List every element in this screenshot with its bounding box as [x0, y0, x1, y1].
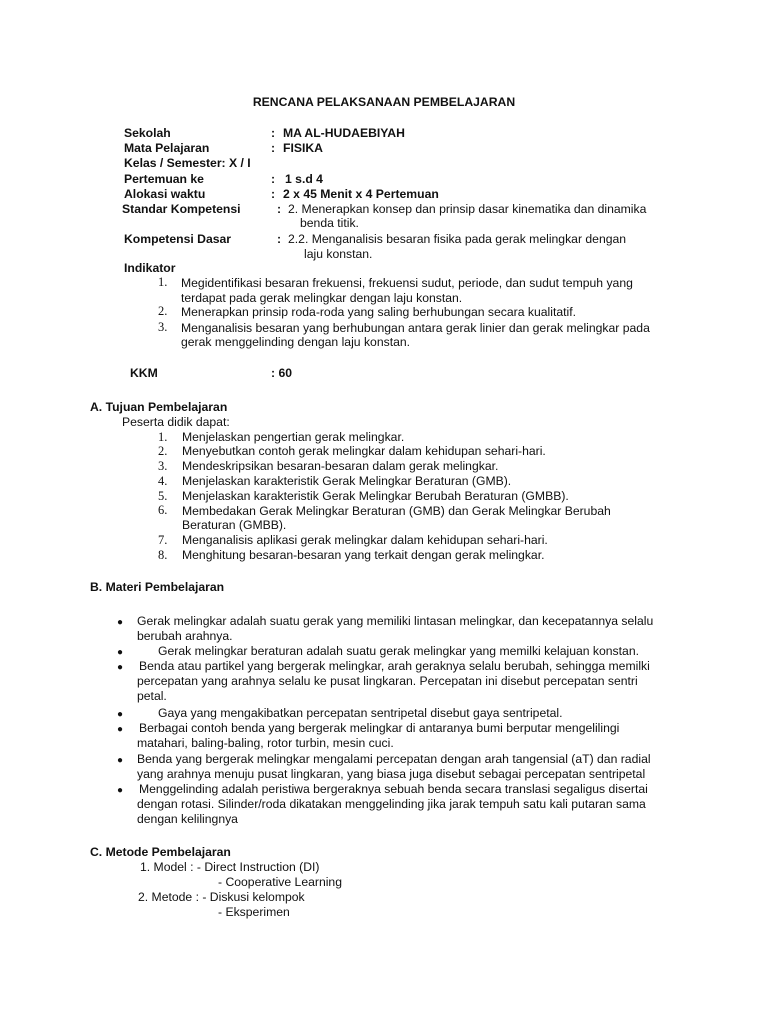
materi-text: Gaya yang mengakibatkan percepatan sentripetal disebut gaya sentripetal.	[158, 706, 563, 720]
tujuan-text: Mendeskripsikan besaran-besaran dalam gerak melingkar.	[182, 459, 499, 473]
kelas-semester: Kelas / Semester: X / I	[124, 156, 251, 170]
mapel-label: Mata Pelajaran	[124, 141, 210, 155]
pertemuan-colon: :	[271, 172, 276, 186]
metode-line: 2. Metode : - Diskusi kelompok	[138, 890, 305, 904]
bullet-icon: ●	[117, 647, 124, 658]
metode-heading: C. Metode Pembelajaran	[90, 845, 231, 859]
indikator-text: gerak menggelinding dengan laju konstan.	[181, 335, 411, 349]
kd-colon: :	[277, 232, 282, 246]
tujuan-intro: Peserta didik dapat:	[122, 415, 230, 429]
bullet-icon: ●	[117, 755, 124, 766]
tujuan-num: 4.	[158, 474, 168, 488]
metode-line: - Cooperative Learning	[218, 875, 342, 889]
tujuan-num: 2.	[158, 444, 168, 458]
materi-text: percepatan yang arahnya selalu ke pusat lingkaran. Percepatan ini disebut percepatan sentri	[137, 674, 638, 688]
bullet-icon: ●	[117, 617, 124, 628]
materi-text: Gerak melingkar beraturan adalah suatu gerak melingkar yang memilki kelajuan konstan.	[158, 644, 639, 658]
alokasi-colon: :	[271, 187, 276, 201]
materi-text: Menggelinding adalah peristiwa bergeraknya sebuah benda secara translasi segaligus disertai	[139, 782, 648, 796]
materi-text: berubah arahnya.	[137, 629, 233, 643]
tujuan-num: 7.	[158, 533, 168, 547]
tujuan-text: Beraturan (GMBB).	[182, 518, 287, 532]
materi-heading: B. Materi Pembelajaran	[90, 580, 225, 594]
sk-value-line-1: 2. Menerapkan konsep dan prinsip dasar kinematika dan dinamika	[288, 202, 647, 216]
materi-text: Benda atau partikel yang bergerak melingkar, arah geraknya selalu berubah, sehingga memilki	[139, 659, 650, 673]
sekolah-label: Sekolah	[124, 126, 171, 140]
materi-text: dengan rotasi. Silinder/roda dikatakan menggelinding jika jarak tempuh satu kali putaran sama	[137, 797, 646, 811]
alokasi-label: Alokasi waktu	[124, 187, 206, 201]
bullet-icon: ●	[117, 785, 124, 796]
sekolah-colon: :	[271, 126, 276, 140]
indikator-num: 1.	[158, 275, 168, 289]
alokasi-value: 2 x 45 Menit x 4 Pertemuan	[283, 187, 439, 201]
materi-text: Benda yang bergerak melingkar mengalami percepatan dengan arah tangensial (aT) dan radial	[137, 752, 651, 766]
indikator-text: Megidentifikasi besaran frekuensi, frekuensi sudut, periode, dan sudut tempuh yang	[181, 276, 633, 290]
indikator-text: terdapat pada gerak melingkar dengan laju konstan.	[181, 291, 463, 305]
mapel-value: FISIKA	[283, 141, 323, 155]
kd-value-line-1: 2.2. Menganalisis besaran fisika pada gerak melingkar dengan	[288, 232, 627, 246]
tujuan-num: 1.	[158, 430, 168, 444]
sk-label: Standar Kompetensi	[122, 202, 241, 216]
pertemuan-label: Pertemuan ke	[124, 172, 204, 186]
sekolah-value: MA AL-HUDAEBIYAH	[283, 126, 405, 140]
document-title: RENCANA PELAKSANAAN PEMBELAJARAN	[252, 95, 516, 109]
materi-text: petal.	[137, 689, 167, 703]
materi-text: Gerak melingkar adalah suatu gerak yang memiliki lintasan melingkar, dan kecepatannya selalu	[137, 614, 654, 628]
indikator-num: 2.	[158, 304, 168, 318]
materi-text: Berbagai contoh benda yang bergerak melingkar di antaranya bumi berputar mengelilingi	[139, 721, 620, 735]
kd-label: Kompetensi Dasar	[124, 232, 232, 246]
kkm-value: : 60	[271, 366, 293, 380]
tujuan-num: 5.	[158, 489, 168, 503]
materi-text: yang arahnya menuju pusat lingkaran, yang biasa juga disebut sebagai percepatan sentripetal	[137, 767, 646, 781]
metode-line: - Eksperimen	[218, 905, 290, 919]
tujuan-text: Menyebutkan contoh gerak melingkar dalam kehidupan sehari-hari.	[182, 444, 546, 458]
tujuan-num: 3.	[158, 459, 168, 473]
bullet-icon: ●	[117, 662, 124, 673]
pertemuan-value: 1 s.d 4	[285, 172, 323, 186]
mapel-colon: :	[271, 141, 276, 155]
tujuan-heading: A. Tujuan Pembelajaran	[90, 400, 228, 414]
sk-colon: :	[277, 202, 282, 216]
tujuan-text: Membedakan Gerak Melingkar Beraturan (GMB) dan Gerak Melingkar Berubah	[182, 504, 611, 518]
tujuan-text: Menjelaskan karakteristik Gerak Melingkar Berubah Beraturan (GMBB).	[182, 489, 569, 503]
indikator-heading: Indikator	[124, 261, 176, 275]
materi-text: matahari, baling-baling, rotor turbin, mesin cuci.	[137, 736, 394, 750]
sk-value-line-2: benda titik.	[300, 216, 359, 230]
indikator-text: Menganalisis besaran yang berhubungan antara gerak linier dan gerak melingkar pada	[181, 321, 650, 335]
tujuan-text: Menjelaskan pengertian gerak melingkar.	[182, 430, 405, 444]
tujuan-text: Menjelaskan karakteristik Gerak Melingkar Beraturan (GMB).	[182, 474, 512, 488]
tujuan-text: Menganalisis aplikasi gerak melingkar dalam kehidupan sehari-hari.	[182, 533, 548, 547]
tujuan-num: 6.	[158, 503, 168, 517]
bullet-icon: ●	[117, 724, 124, 735]
tujuan-num: 8.	[158, 548, 168, 562]
indikator-text: Menerapkan prinsip roda-roda yang saling berhubungan secara kualitatif.	[181, 305, 576, 319]
tujuan-text: Menghitung besaran-besaran yang terkait dengan gerak melingkar.	[182, 548, 545, 562]
indikator-num: 3.	[158, 320, 168, 334]
kd-value-line-2: laju konstan.	[304, 247, 373, 261]
materi-text: dengan kelilingnya	[137, 812, 238, 826]
kkm-label: KKM	[130, 366, 158, 380]
metode-line: 1. Model : - Direct Instruction (DI)	[140, 860, 320, 874]
bullet-icon: ●	[117, 709, 124, 720]
